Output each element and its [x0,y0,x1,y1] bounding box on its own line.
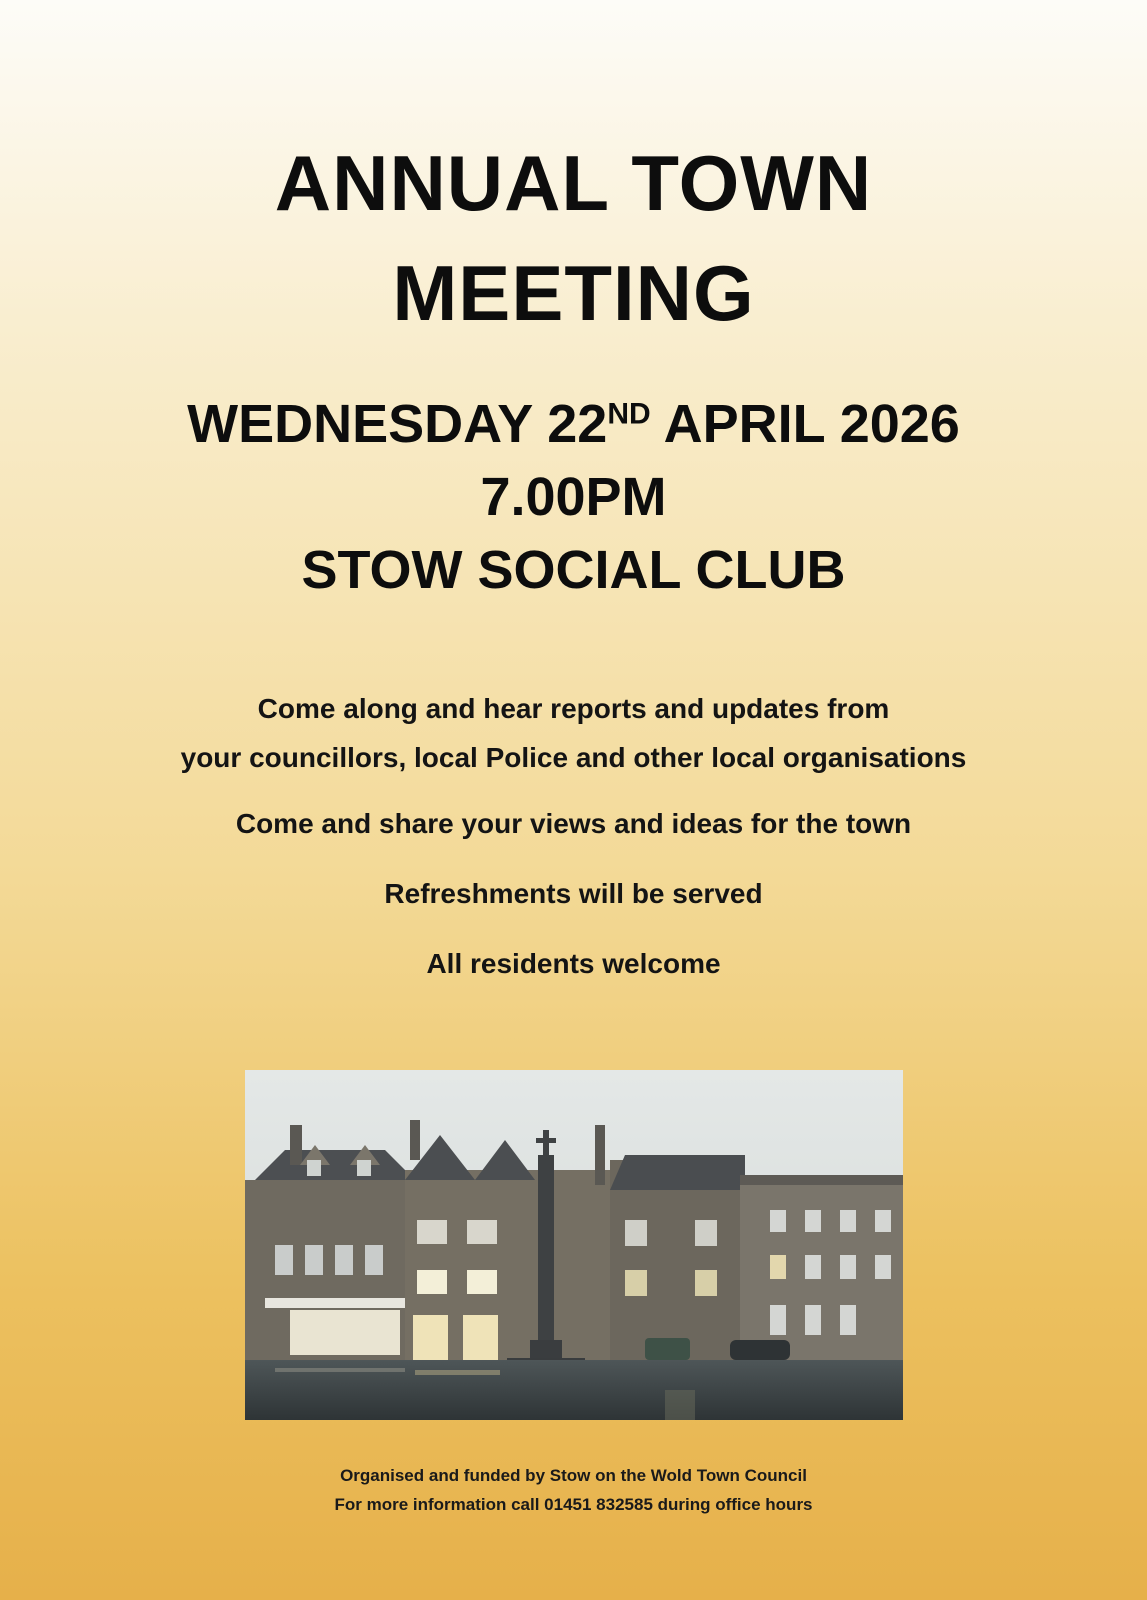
reports-line-2: your councillors, local Police and other local organisations [180,742,967,773]
event-time: 7.00PM [480,467,667,527]
reports-line-1: Come along and hear reports and updates from [257,693,890,724]
event-date [0,388,1147,461]
meeting-title [0,128,1147,348]
welcome-line: All residents welcome [426,948,721,979]
event-details [0,388,1147,607]
share-views-line: Come and share your views and ideas for the town [235,808,912,839]
title-line-2: MEETING [392,249,755,337]
town-square-photo [245,1070,903,1420]
event-venue: STOW SOCIAL CLUB [301,540,846,600]
event-date-ordinal: ND [607,397,651,431]
event-date-month-year: APRIL 2026 [650,394,960,454]
footer [0,1461,1147,1519]
refreshments-line: Refreshments will be served [384,878,763,909]
contact-line: For more information call 01451 832585 during office hours [334,1495,813,1514]
organiser-line: Organised and funded by Stow on the Wold Town Council [340,1466,807,1485]
reports-paragraph [0,684,1147,782]
title-line-1: ANNUAL TOWN [274,139,873,227]
event-date-day: WEDNESDAY 22 [187,394,608,454]
